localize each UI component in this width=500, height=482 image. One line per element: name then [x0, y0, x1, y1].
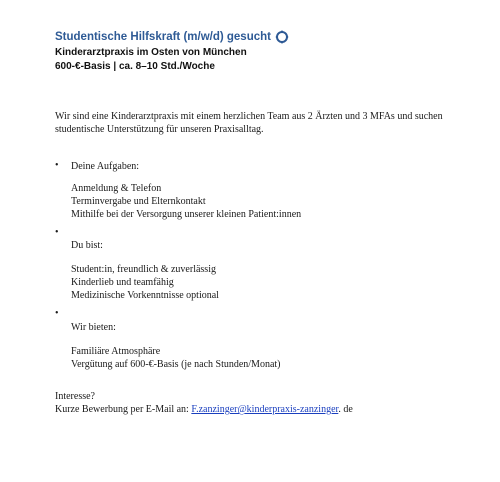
ring-icon	[275, 30, 289, 44]
page-title: Studentische Hilfskraft (m/w/d) gesucht	[55, 31, 271, 43]
practice-subtitle: Kinderarztpraxis im Osten von München	[55, 47, 247, 58]
list-item: Kinderlieb und teamfähig	[71, 277, 174, 288]
email-suffix: . de	[338, 404, 353, 415]
list-item: Terminvergabe und Elternkontakt	[71, 196, 206, 207]
section-label-offer: Wir bieten:	[71, 322, 116, 333]
bullet-marker: •	[55, 227, 59, 238]
list-item: Student:in, freundlich & zuverlässig	[71, 264, 216, 275]
email-link[interactable]: F.zanzinger@kinderpraxis-zanzinger	[191, 404, 339, 415]
apply-text: Kurze Bewerbung per E-Mail an:	[55, 404, 192, 415]
list-item: Anmeldung & Telefon	[71, 183, 162, 194]
list-item: Medizinische Vorkenntnisse optional	[71, 290, 219, 301]
interest-line: Interesse?	[55, 391, 95, 402]
list-item: Mithilfe bei der Versorgung unserer kleinen Patient:innen	[71, 209, 302, 220]
title-row	[55, 30, 289, 44]
list-item: Vergütung auf 600-€-Basis (je nach Stunden/Monat)	[71, 359, 281, 370]
section-label-tasks: Deine Aufgaben:	[71, 161, 140, 172]
employment-subtitle: 600-€-Basis | ca. 8–10 Std./Woche	[55, 61, 215, 72]
list-item: Familiäre Atmosphäre	[71, 346, 161, 357]
bullet-marker: •	[55, 308, 59, 319]
section-label-profile: Du bist:	[71, 240, 103, 251]
intro-paragraph: Wir sind eine Kinderarztpraxis mit einem herzlichen Team aus 2 Ärzten und 3 MFAs und suchen studentische Unterstützung für unseren Praxisalltag.	[55, 111, 443, 135]
bullet-marker: •	[55, 160, 59, 171]
apply-line	[55, 404, 353, 415]
